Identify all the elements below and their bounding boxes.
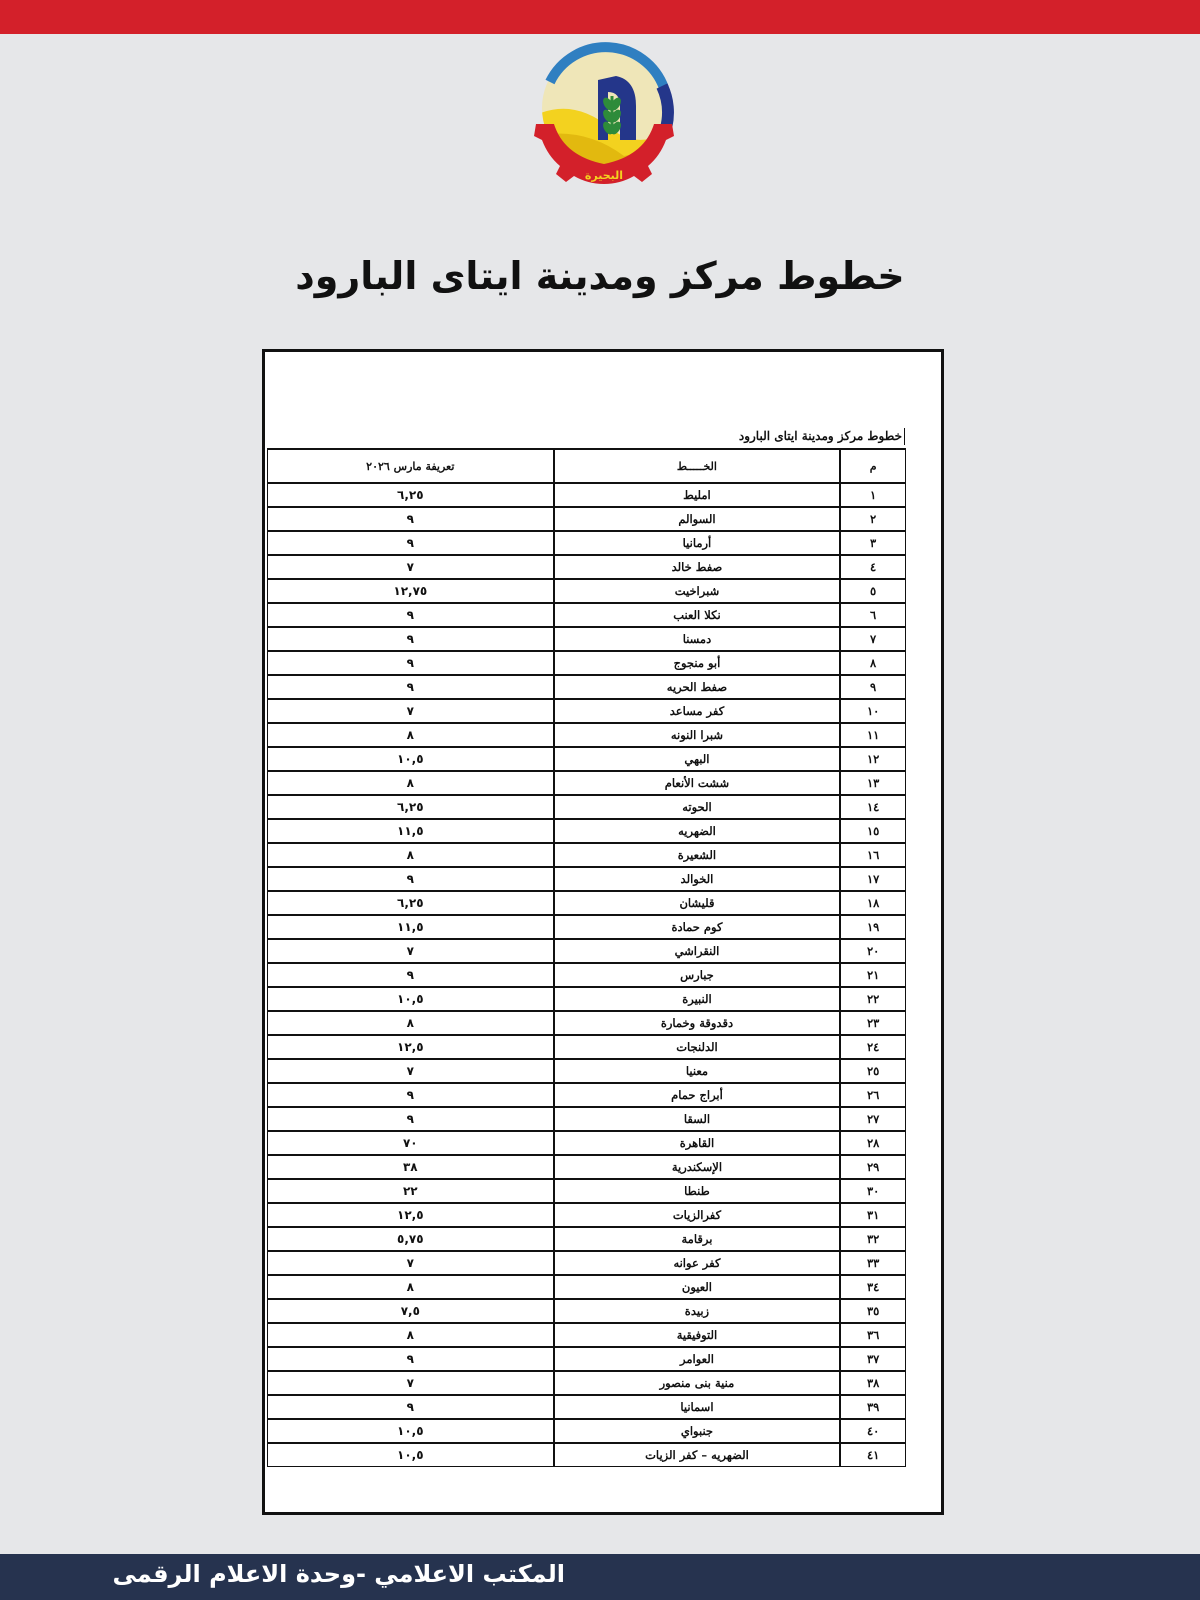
cell-fare: ٩ (267, 1107, 554, 1131)
cell-num: ٣٦ (840, 1323, 906, 1347)
cell-fare: ٩ (267, 1347, 554, 1371)
cell-fare: ٨ (267, 771, 554, 795)
table-row (267, 1035, 906, 1059)
cell-fare: ١٢,٧٥ (267, 579, 554, 603)
table-row (267, 483, 906, 507)
table-row (267, 1011, 906, 1035)
cell-fare: ٧ (267, 1251, 554, 1275)
table-row (267, 555, 906, 579)
table-row (267, 699, 906, 723)
cell-num: ٣٨ (840, 1371, 906, 1395)
table-row (267, 1371, 906, 1395)
cell-fare: ٨ (267, 1275, 554, 1299)
cell-num: ٣ (840, 531, 906, 555)
cell-fare: ٩ (267, 651, 554, 675)
header-num: م (840, 448, 906, 483)
table-row (267, 1059, 906, 1083)
cell-num: ٢٧ (840, 1107, 906, 1131)
cell-line: نكلا العنب (554, 603, 841, 627)
cell-fare: ٧ (267, 939, 554, 963)
logo-text: البحيرة (584, 169, 624, 182)
cell-num: ٩ (840, 675, 906, 699)
footer-text: المكتب الاعلامي -وحدة الاعلام الرقمى (112, 1560, 565, 1588)
cell-line: منية بنى منصور (554, 1371, 841, 1395)
cell-num: ١ (840, 483, 906, 507)
header-line: الخـــــط (554, 448, 841, 483)
table-row (267, 1323, 906, 1347)
cell-num: ٣١ (840, 1203, 906, 1227)
cell-line: شبرا النونه (554, 723, 841, 747)
table-row (267, 1347, 906, 1371)
cell-num: ٤٠ (840, 1419, 906, 1443)
cell-fare: ١٢,٥ (267, 1035, 554, 1059)
cell-fare: ٢٢ (267, 1179, 554, 1203)
cell-num: ٣٩ (840, 1395, 906, 1419)
cell-line: كفر عوانه (554, 1251, 841, 1275)
footer-bar (0, 1554, 1200, 1600)
cell-fare: ٨ (267, 843, 554, 867)
table-row (267, 771, 906, 795)
cell-num: ٢٣ (840, 1011, 906, 1035)
cell-num: ٤ (840, 555, 906, 579)
cell-fare: ٥,٧٥ (267, 1227, 554, 1251)
cell-num: ١٧ (840, 867, 906, 891)
cell-line: جنبواي (554, 1419, 841, 1443)
table-row (267, 1419, 906, 1443)
cell-line: الضهريه – كفر الزيات (554, 1443, 841, 1467)
cell-line: الشعيرة (554, 843, 841, 867)
cell-num: ١٣ (840, 771, 906, 795)
cell-line: البهي (554, 747, 841, 771)
cell-line: أبو منجوج (554, 651, 841, 675)
cell-line: السقا (554, 1107, 841, 1131)
cell-fare: ٧٠ (267, 1131, 554, 1155)
cell-fare: ٩ (267, 507, 554, 531)
cell-fare: ٩ (267, 1083, 554, 1107)
cell-fare: ٧ (267, 1371, 554, 1395)
cell-num: ٢٤ (840, 1035, 906, 1059)
cell-fare: ١٠,٥ (267, 1419, 554, 1443)
cell-fare: ٧,٥ (267, 1299, 554, 1323)
cell-line: معنيا (554, 1059, 841, 1083)
table-row (267, 843, 906, 867)
cell-num: ٢٨ (840, 1131, 906, 1155)
cell-line: جبارس (554, 963, 841, 987)
cell-num: ٢١ (840, 963, 906, 987)
cell-num: ٣٣ (840, 1251, 906, 1275)
cell-fare: ٦,٢٥ (267, 795, 554, 819)
cell-num: ٢ (840, 507, 906, 531)
scanned-document (262, 349, 944, 1515)
table-row (267, 651, 906, 675)
cell-line: قليشان (554, 891, 841, 915)
cell-num: ١٦ (840, 843, 906, 867)
table-row (267, 1299, 906, 1323)
cell-line: الدلنجات (554, 1035, 841, 1059)
cell-line: أبراج حمام (554, 1083, 841, 1107)
cell-num: ١٨ (840, 891, 906, 915)
cell-line: السوالم (554, 507, 841, 531)
table-row (267, 819, 906, 843)
cell-num: ٤١ (840, 1443, 906, 1467)
cell-fare: ١١,٥ (267, 915, 554, 939)
cell-line: الضهريه (554, 819, 841, 843)
cell-fare: ٨ (267, 1323, 554, 1347)
cell-fare: ٨ (267, 723, 554, 747)
cell-line: التوفيقية (554, 1323, 841, 1347)
cell-num: ١٤ (840, 795, 906, 819)
cell-line: صفط خالد (554, 555, 841, 579)
cell-num: ٧ (840, 627, 906, 651)
cell-fare: ٩ (267, 531, 554, 555)
cell-line: دمسنا (554, 627, 841, 651)
cell-fare: ٩ (267, 603, 554, 627)
cell-line: الإسكندرية (554, 1155, 841, 1179)
governorate-logo (524, 36, 684, 191)
cell-fare: ٩ (267, 675, 554, 699)
cell-fare: ١٢,٥ (267, 1203, 554, 1227)
table-row (267, 531, 906, 555)
cell-line: الخوالد (554, 867, 841, 891)
cell-num: ٣٠ (840, 1179, 906, 1203)
table-row (267, 1179, 906, 1203)
table-row (267, 507, 906, 531)
cell-fare: ٧ (267, 1059, 554, 1083)
cell-line: كوم حمادة (554, 915, 841, 939)
table-row (267, 867, 906, 891)
cell-line: كفرالزيات (554, 1203, 841, 1227)
table-row (267, 891, 906, 915)
cell-line: ششت الأنعام (554, 771, 841, 795)
table-row (267, 1443, 906, 1467)
cell-line: امليط (554, 483, 841, 507)
cell-fare: ١٠,٥ (267, 987, 554, 1011)
table-row (267, 1251, 906, 1275)
cell-fare: ٩ (267, 963, 554, 987)
cell-line: برقامة (554, 1227, 841, 1251)
table-row (267, 675, 906, 699)
table-row (267, 1131, 906, 1155)
cell-num: ٥ (840, 579, 906, 603)
cell-num: ٢٦ (840, 1083, 906, 1107)
cell-num: ٦ (840, 603, 906, 627)
cell-num: ١٢ (840, 747, 906, 771)
cell-num: ٢٢ (840, 987, 906, 1011)
cell-line: دقدوقة وخمارة (554, 1011, 841, 1035)
table-row (267, 1275, 906, 1299)
cell-line: العيون (554, 1275, 841, 1299)
table-row (267, 723, 906, 747)
cell-fare: ٦,٢٥ (267, 891, 554, 915)
cell-line: النبيرة (554, 987, 841, 1011)
table-row (267, 987, 906, 1011)
table-row (267, 795, 906, 819)
table-header-row (267, 448, 906, 483)
table-row (267, 1083, 906, 1107)
cell-fare: ٨ (267, 1011, 554, 1035)
cell-num: ٢٠ (840, 939, 906, 963)
table-row (267, 1107, 906, 1131)
cell-num: ٣٤ (840, 1275, 906, 1299)
cell-num: ٨ (840, 651, 906, 675)
table-row (267, 1203, 906, 1227)
cell-line: القاهرة (554, 1131, 841, 1155)
cell-num: ٢٩ (840, 1155, 906, 1179)
table-row (267, 1155, 906, 1179)
table-row (267, 603, 906, 627)
cell-num: ٣٥ (840, 1299, 906, 1323)
cell-line: صفط الحريه (554, 675, 841, 699)
cell-num: ٣٢ (840, 1227, 906, 1251)
cell-line: النقراشي (554, 939, 841, 963)
cell-fare: ١٠,٥ (267, 1443, 554, 1467)
cell-fare: ١٠,٥ (267, 747, 554, 771)
cell-line: كفر مساعد (554, 699, 841, 723)
cell-num: ١١ (840, 723, 906, 747)
cell-line: زبيدة (554, 1299, 841, 1323)
table-row (267, 1395, 906, 1419)
cell-fare: ١١,٥ (267, 819, 554, 843)
table-row (267, 627, 906, 651)
cell-line: الحوته (554, 795, 841, 819)
document-caption: خطوط مركز ومدينة ايتاى البارود (739, 428, 905, 445)
table-row (267, 579, 906, 603)
cell-num: ١٩ (840, 915, 906, 939)
cell-line: أرمانيا (554, 531, 841, 555)
cell-fare: ٣٨ (267, 1155, 554, 1179)
table-row (267, 1227, 906, 1251)
cell-fare: ٦,٢٥ (267, 483, 554, 507)
table-row (267, 915, 906, 939)
cell-num: ٣٧ (840, 1347, 906, 1371)
cell-fare: ٩ (267, 627, 554, 651)
cell-num: ٢٥ (840, 1059, 906, 1083)
top-accent-bar (0, 0, 1200, 34)
table-row (267, 939, 906, 963)
table-row (267, 747, 906, 771)
header-fare: تعريفة مارس ٢٠٢٦ (267, 448, 554, 483)
table-row (267, 963, 906, 987)
cell-line: شبراخيت (554, 579, 841, 603)
cell-line: اسمانيا (554, 1395, 841, 1419)
cell-fare: ٩ (267, 867, 554, 891)
fares-table (267, 448, 906, 1467)
cell-fare: ٧ (267, 555, 554, 579)
cell-num: ١٥ (840, 819, 906, 843)
cell-line: العوامر (554, 1347, 841, 1371)
cell-fare: ٩ (267, 1395, 554, 1419)
cell-fare: ٧ (267, 699, 554, 723)
cell-num: ١٠ (840, 699, 906, 723)
cell-line: طنطا (554, 1179, 841, 1203)
page-title: خطوط مركز ومدينة ايتاى البارود (295, 254, 905, 298)
